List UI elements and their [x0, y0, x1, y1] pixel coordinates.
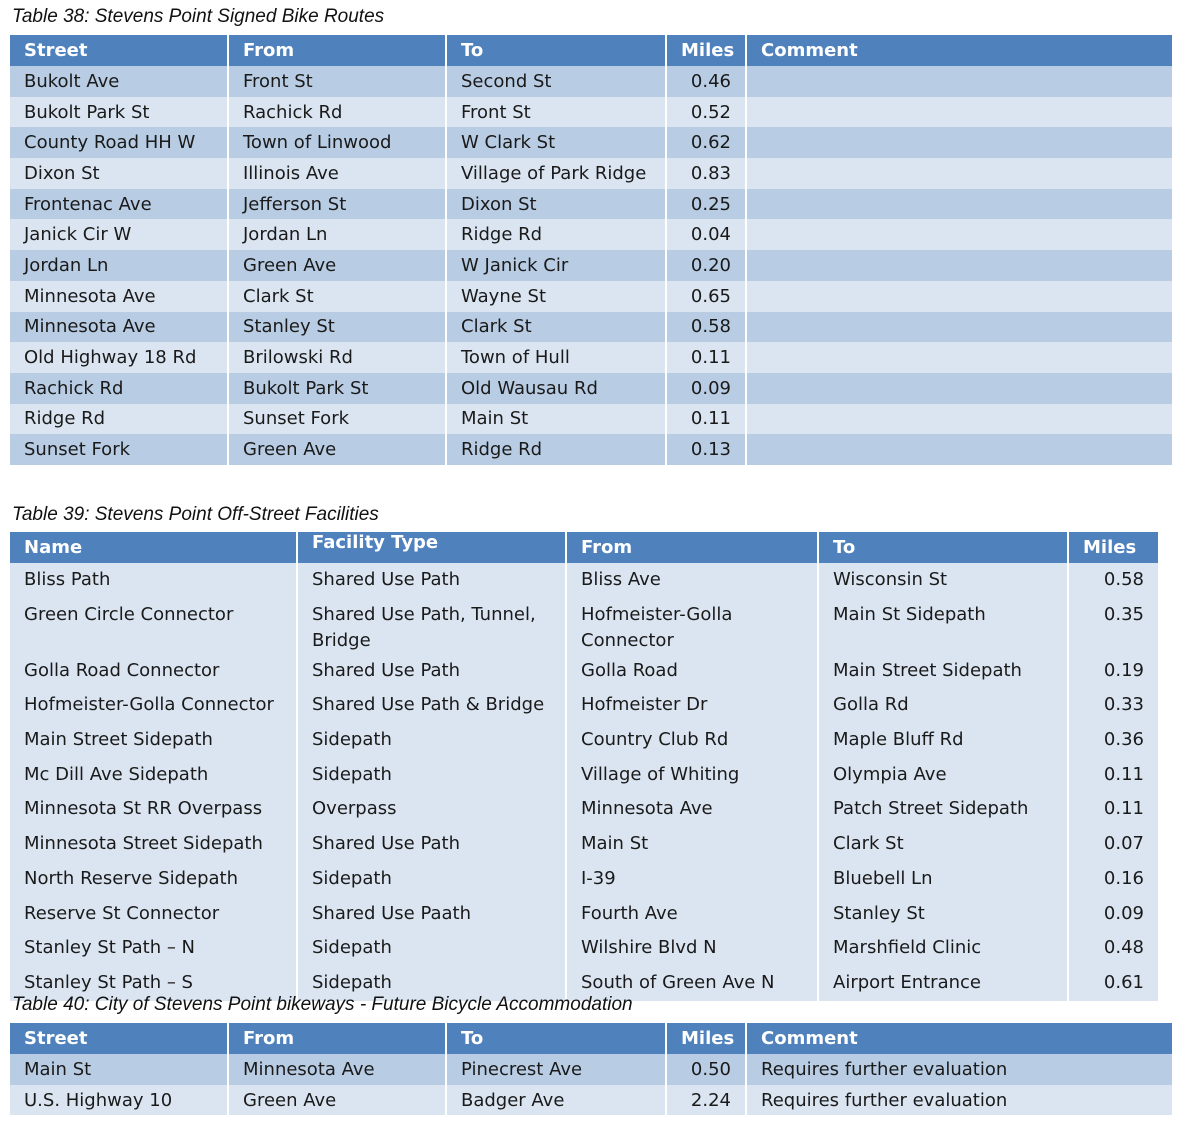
- cell-from: Wilshire Blvd N: [566, 931, 818, 966]
- cell-miles: 0.20: [666, 250, 746, 281]
- cell-to: Pinecrest Ave: [446, 1054, 666, 1085]
- cell-to: Wayne St: [446, 281, 666, 312]
- cell-from: Main St: [566, 827, 818, 862]
- table-row: [10, 654, 1158, 689]
- cell-facility-type: Shared Use Path: [297, 563, 566, 598]
- cell-to: Dixon St: [446, 189, 666, 220]
- cell-comment: [746, 219, 1172, 250]
- t38-header-to: To: [446, 35, 666, 66]
- cell-miles: 0.62: [666, 127, 746, 158]
- cell-to: Second St: [446, 66, 666, 97]
- cell-facility-type: Sidepath: [297, 758, 566, 793]
- cell-to: Marshfield Clinic: [818, 931, 1068, 966]
- cell-miles: 0.11: [666, 404, 746, 435]
- cell-to: Olympia Ave: [818, 758, 1068, 793]
- cell-from: Fourth Ave: [566, 897, 818, 932]
- cell-comment: [746, 404, 1172, 435]
- cell-from: Rachick Rd: [228, 97, 446, 128]
- table-38-header: [10, 35, 1172, 66]
- t38-header-street: Street: [10, 35, 228, 66]
- cell-miles: 0.09: [666, 373, 746, 404]
- cell-from: Jordan Ln: [228, 219, 446, 250]
- cell-miles: 0.11: [1068, 758, 1158, 793]
- cell-miles: 0.46: [666, 66, 746, 97]
- table-39-caption: Table 39: Stevens Point Off-Street Facilities: [12, 504, 379, 525]
- t38-header-comment: Comment: [746, 35, 1172, 66]
- cell-from: Green Ave: [228, 250, 446, 281]
- table-row: [10, 434, 1172, 465]
- cell-miles: 0.83: [666, 158, 746, 189]
- cell-comment: [746, 281, 1172, 312]
- cell-street: Bukolt Ave: [10, 66, 228, 97]
- cell-facility-type: Sidepath: [297, 931, 566, 966]
- cell-street: Ridge Rd: [10, 404, 228, 435]
- cell-street: Minnesota Ave: [10, 312, 228, 343]
- cell-miles: 0.09: [1068, 897, 1158, 932]
- t38-header-miles: Miles: [666, 35, 746, 66]
- cell-from: Illinois Ave: [228, 158, 446, 189]
- cell-name: Minnesota St RR Overpass: [10, 792, 297, 827]
- cell-miles: 2.24: [666, 1085, 746, 1116]
- t39-header-miles: Miles: [1068, 532, 1158, 563]
- cell-name: Bliss Path: [10, 563, 297, 598]
- cell-to: Badger Ave: [446, 1085, 666, 1116]
- cell-comment: [746, 158, 1172, 189]
- cell-to: Town of Hull: [446, 342, 666, 373]
- cell-from: Front St: [228, 66, 446, 97]
- cell-street: Main St: [10, 1054, 228, 1085]
- cell-miles: 0.16: [1068, 862, 1158, 897]
- table-row: [10, 598, 1158, 654]
- table-row: [10, 688, 1158, 723]
- cell-miles: 0.04: [666, 219, 746, 250]
- cell-name: Minnesota Street Sidepath: [10, 827, 297, 862]
- table-row: [10, 723, 1158, 758]
- cell-miles: 0.13: [666, 434, 746, 465]
- cell-street: Jordan Ln: [10, 250, 228, 281]
- cell-to: Main St: [446, 404, 666, 435]
- cell-from: Golla Road: [566, 654, 818, 689]
- cell-from: Minnesota Ave: [228, 1054, 446, 1085]
- t39-header-to: To: [818, 532, 1068, 563]
- cell-name: Mc Dill Ave Sidepath: [10, 758, 297, 793]
- t38-header-from: From: [228, 35, 446, 66]
- cell-street: Janick Cir W: [10, 219, 228, 250]
- cell-comment: [746, 97, 1172, 128]
- cell-miles: 0.58: [666, 312, 746, 343]
- table-40-header: [10, 1023, 1172, 1054]
- table-row: [10, 158, 1172, 189]
- cell-to: Ridge Rd: [446, 219, 666, 250]
- table-40: [10, 1023, 1172, 1115]
- cell-to: Wisconsin St: [818, 563, 1068, 598]
- cell-facility-type: Overpass: [297, 792, 566, 827]
- cell-from: Minnesota Ave: [566, 792, 818, 827]
- cell-miles: 0.25: [666, 189, 746, 220]
- cell-name: Golla Road Connector: [10, 654, 297, 689]
- cell-miles: 0.11: [1068, 792, 1158, 827]
- cell-comment: Requires further evaluation: [746, 1085, 1172, 1116]
- cell-facility-type: Shared Use Path & Bridge: [297, 688, 566, 723]
- cell-street: Minnesota Ave: [10, 281, 228, 312]
- cell-facility-type: Sidepath: [297, 862, 566, 897]
- cell-comment: Requires further evaluation: [746, 1054, 1172, 1085]
- cell-miles: 0.36: [1068, 723, 1158, 758]
- table-row: [10, 758, 1158, 793]
- cell-comment: [746, 66, 1172, 97]
- cell-to: Front St: [446, 97, 666, 128]
- cell-to: Golla Rd: [818, 688, 1068, 723]
- table-row: [10, 931, 1158, 966]
- cell-to: Old Wausau Rd: [446, 373, 666, 404]
- cell-name: North Reserve Sidepath: [10, 862, 297, 897]
- cell-miles: 0.19: [1068, 654, 1158, 689]
- cell-from: Bukolt Park St: [228, 373, 446, 404]
- cell-miles: 0.61: [1068, 966, 1158, 1001]
- cell-miles: 0.58: [1068, 563, 1158, 598]
- cell-name: Stanley St Path – S: [10, 966, 297, 1001]
- table-38: [10, 35, 1172, 465]
- cell-street: Sunset Fork: [10, 434, 228, 465]
- table-row: [10, 66, 1172, 97]
- cell-to: Main St Sidepath: [818, 598, 1068, 654]
- t40-header-to: To: [446, 1023, 666, 1054]
- cell-name: Hofmeister-Golla Connector: [10, 688, 297, 723]
- cell-from: Stanley St: [228, 312, 446, 343]
- cell-facility-type: Shared Use Path: [297, 827, 566, 862]
- table-row: [10, 373, 1172, 404]
- cell-name: Main Street Sidepath: [10, 723, 297, 758]
- cell-to: Stanley St: [818, 897, 1068, 932]
- t40-header-miles: Miles: [666, 1023, 746, 1054]
- cell-miles: 0.33: [1068, 688, 1158, 723]
- table-row: [10, 404, 1172, 435]
- cell-to: W Janick Cir: [446, 250, 666, 281]
- cell-from: Jefferson St: [228, 189, 446, 220]
- cell-to: Airport Entrance: [818, 966, 1068, 1001]
- cell-to: Ridge Rd: [446, 434, 666, 465]
- cell-from: Village of Whiting: [566, 758, 818, 793]
- cell-miles: 0.11: [666, 342, 746, 373]
- cell-to: Main Street Sidepath: [818, 654, 1068, 689]
- table-38-caption: Table 38: Stevens Point Signed Bike Routes: [12, 6, 385, 27]
- cell-from: Sunset Fork: [228, 404, 446, 435]
- t40-header-street: Street: [10, 1023, 228, 1054]
- table-row: [10, 342, 1172, 373]
- cell-street: County Road HH W: [10, 127, 228, 158]
- table-row: [10, 563, 1158, 598]
- cell-to: Clark St: [818, 827, 1068, 862]
- cell-from: Green Ave: [228, 1085, 446, 1116]
- cell-facility-type: Sidepath: [297, 723, 566, 758]
- table-row: [10, 827, 1158, 862]
- t40-header-comment: Comment: [746, 1023, 1172, 1054]
- cell-street: U.S. Highway 10: [10, 1085, 228, 1116]
- table-row: [10, 1054, 1172, 1085]
- cell-from: Country Club Rd: [566, 723, 818, 758]
- cell-miles: 0.50: [666, 1054, 746, 1085]
- table-40-caption: Table 40: City of Stevens Point bikeways - Future Bicycle Accommodation: [12, 994, 633, 1015]
- cell-from: Hofmeister-Golla Connector: [566, 598, 818, 654]
- cell-street: Frontenac Ave: [10, 189, 228, 220]
- cell-from: Clark St: [228, 281, 446, 312]
- cell-street: Bukolt Park St: [10, 97, 228, 128]
- cell-facility-type: Shared Use Path: [297, 654, 566, 689]
- cell-facility-type: Shared Use Paath: [297, 897, 566, 932]
- cell-comment: [746, 434, 1172, 465]
- cell-comment: [746, 342, 1172, 373]
- table-row: [10, 189, 1172, 220]
- table-row: [10, 312, 1172, 343]
- cell-name: Reserve St Connector: [10, 897, 297, 932]
- t39-header-from: From: [566, 532, 818, 563]
- cell-facility-type: Sidepath: [297, 966, 566, 1001]
- table-39: [10, 532, 1158, 1001]
- table-row: [10, 792, 1158, 827]
- cell-to: Bluebell Ln: [818, 862, 1068, 897]
- cell-miles: 0.48: [1068, 931, 1158, 966]
- cell-miles: 0.35: [1068, 598, 1158, 654]
- table-row: [10, 862, 1158, 897]
- cell-street: Old Highway 18 Rd: [10, 342, 228, 373]
- cell-miles: 0.65: [666, 281, 746, 312]
- cell-to: Clark St: [446, 312, 666, 343]
- cell-from: Bliss Ave: [566, 563, 818, 598]
- cell-street: Rachick Rd: [10, 373, 228, 404]
- cell-name: Green Circle Connector: [10, 598, 297, 654]
- t40-header-from: From: [228, 1023, 446, 1054]
- cell-comment: [746, 250, 1172, 281]
- table-row: [10, 127, 1172, 158]
- t39-header-name: Name: [10, 532, 297, 563]
- table-row: [10, 281, 1172, 312]
- cell-from: Town of Linwood: [228, 127, 446, 158]
- table-row: [10, 1085, 1172, 1116]
- cell-miles: 0.52: [666, 97, 746, 128]
- t39-header-facility-type: Facility Type: [297, 532, 566, 563]
- table-row: [10, 897, 1158, 932]
- cell-facility-type: Shared Use Path, Tunnel, Bridge: [297, 598, 566, 654]
- cell-comment: [746, 189, 1172, 220]
- cell-comment: [746, 127, 1172, 158]
- cell-from: Green Ave: [228, 434, 446, 465]
- cell-to: Patch Street Sidepath: [818, 792, 1068, 827]
- table-row: [10, 250, 1172, 281]
- cell-comment: [746, 373, 1172, 404]
- cell-to: Village of Park Ridge: [446, 158, 666, 189]
- cell-from: South of Green Ave N: [566, 966, 818, 1001]
- cell-comment: [746, 312, 1172, 343]
- cell-miles: 0.07: [1068, 827, 1158, 862]
- cell-to: Maple Bluff Rd: [818, 723, 1068, 758]
- cell-street: Dixon St: [10, 158, 228, 189]
- cell-to: W Clark St: [446, 127, 666, 158]
- cell-from: I-39: [566, 862, 818, 897]
- cell-name: Stanley St Path – N: [10, 931, 297, 966]
- cell-from: Hofmeister Dr: [566, 688, 818, 723]
- cell-from: Brilowski Rd: [228, 342, 446, 373]
- table-row: [10, 219, 1172, 250]
- table-39-header: [10, 532, 1158, 563]
- table-row: [10, 97, 1172, 128]
